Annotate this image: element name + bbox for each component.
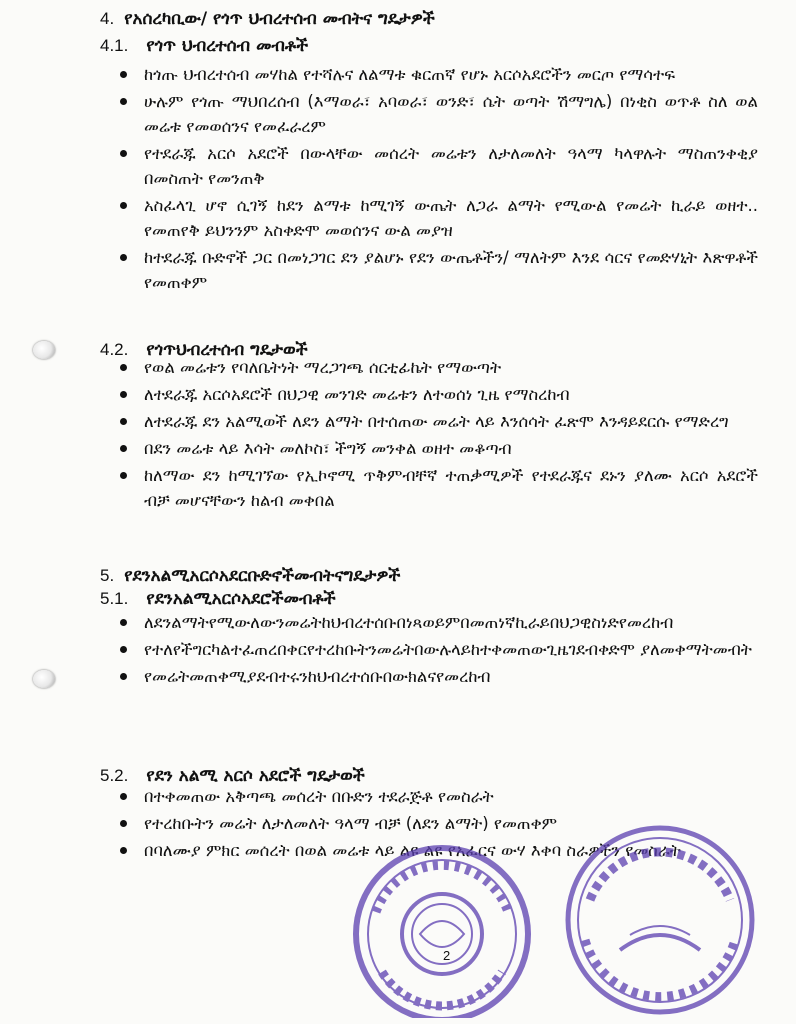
list-item: በተቀመጠው አቅጣጫ መሰረት በቡድን ተደራጅቶ የመስራት [118, 784, 758, 809]
list-item: በደን መሬቱ ላይ እሳት መለኮስ፣ ችግኝ መንቀል ወዘተ መቆጣብ [118, 436, 758, 461]
list-item: የመሬትመጠቀሚያደብተሩንከህብረተሰቡበውክልናየመረከብ [118, 664, 758, 689]
list-item: የተለየችግርካልተፈጠረበቀርየተረከቡትንመሬትበውሉላይከተቀመጠውጊዜገደብቀድሞ ያለመቀማትመብት [118, 637, 758, 662]
subsection-5-1-title: የደንአልሚአርሶአደሮችመብቶች [146, 589, 336, 609]
list-item: የወል መሬቱን የባለቤትነት ማረጋገጫ ሰርቲፊኬት የማውጣት [118, 355, 758, 380]
list-item: አስፈላጊ ሆኖ ሲገኝ ከደን ልማቱ ከሚገኝ ውጤት ለጋራ ልማት የሚውል የመሬት ኪራይ ወዘተ.. የመጠየቅ ይህንንም አስቀድሞ መወሰንና ውል መያዝ [118, 193, 758, 243]
punch-hole-top [33, 341, 55, 359]
subsection-5-2-title: የደን አልሚ አርሶ አደሮች ግዴታወች [146, 766, 365, 786]
subsection-4-1-title: የጎጥ ህብረተሰብ መብቶች [146, 36, 309, 56]
list-item: ለተደራጁ አርሶአደሮች በህጋዊ መንገድ መሬቱን ለተወሰነ ጊዜ የማስረከብ [118, 382, 758, 407]
stamp-left-graphic [342, 842, 542, 1018]
subsection-4-1-list [118, 62, 758, 297]
list-item: የተረከቡትን መሬት ለታለመለት ዓላማ ብቻ (ለደን ልማት) የመጠቀም [118, 811, 758, 836]
subsection-4-2-heading: 4.2. የጎጥህብረተሰብ ግዴታወች [100, 340, 308, 360]
official-stamp-right [560, 820, 760, 1020]
subsection-5-1-list [118, 610, 758, 691]
section-4-heading: 4. የአሰረካቢው/ የጎጥ ህብረተሰብ መብትና ግዴታዎች [100, 9, 435, 29]
section-4-title: የአሰረካቢው/ የጎጥ ህብረተሰብ መብትና ግዴታዎች [124, 9, 435, 29]
subsection-5-1-heading: 5.1. የደንአልሚአርሶአደሮችመብቶች [100, 589, 336, 609]
list-item: ከለማው ደን ከሚገኘው የኢኮኖሚ ጥቅምብቸኛ ተጠቃሚዎች የተደራጁና ደኑን ያለሙ አርሶ አደሮች ብቻ መሆናቸውን ከልብ መቀበል [118, 463, 758, 513]
section-5-heading: 5. የደንአልሚአርሶአደርቡድኖችመብትናግዴታዎች [100, 566, 401, 586]
subsection-4-2-title: የጎጥህብረተሰብ ግዴታወች [146, 340, 308, 360]
list-item: ሁሉም የጎጡ ማህበረሰብ (እማወራ፣ አባወራ፣ ወንድ፣ ሴት ወጣት ሽማግሌ) በነቂስ ወጥቶ ስለ ወል መሬቱ የመወሰንና የመፈራረም [118, 89, 758, 139]
subsection-5-2-heading: 5.2. የደን አልሚ አርሶ አደሮች ግዴታወች [100, 766, 365, 786]
list-item: ከተደራጁ ቡድኖች ጋር በመነጋገር ደን ያልሆኑ የደን ውጤቶችን/ ማለትም እንደ ሳርና የመድሃኒት እጽዋቶች የመጠቀም [118, 245, 758, 295]
punch-hole-bottom [33, 670, 55, 688]
stamp-right-graphic [560, 820, 760, 1020]
subsection-4-2-list [118, 355, 758, 515]
subsection-4-1-heading: 4.1. የጎጥ ህብረተሰብ መብቶች [100, 36, 309, 56]
page-number: 2 [443, 948, 451, 963]
list-item: ከጎጡ ህብረተሰብ መሃከል የተሻሉና ለልማቱ ቁርጠኛ የሆኑ አርሶአደሮችን መርጦ የማሳተፍ [118, 62, 758, 87]
list-item: ለደንልማትየሚውለውንመሬትከህብረተሰቡበነጻወይምበመጠነኛኪራይበህጋዊስነድየመረከብ [118, 610, 758, 635]
list-item: የተደራጁ አርሶ አደሮች በውላቸው መሰረት መሬቱን ለታለመለት ዓላማ ካላዋሉት ማስጠንቀቂያ በመስጠት የመንጠቅ [118, 141, 758, 191]
list-item: በባለሙያ ምክር መሰረት በወል መሬቱ ላይ ልዩ ልዩ የአፈርና ውሃ እቀባ ስራዎችን የመስራት [118, 838, 758, 863]
official-stamp-left [342, 842, 542, 1018]
list-item: ለተደራጁ ደን አልሚወች ለደን ልማት በተሰጠው መሬት ላይ እንሰሳት ፈጽሞ እንዳይደርሱ የማድረግ [118, 409, 758, 434]
section-5-title: የደንአልሚአርሶአደርቡድኖችመብትናግዴታዎች [124, 566, 401, 586]
